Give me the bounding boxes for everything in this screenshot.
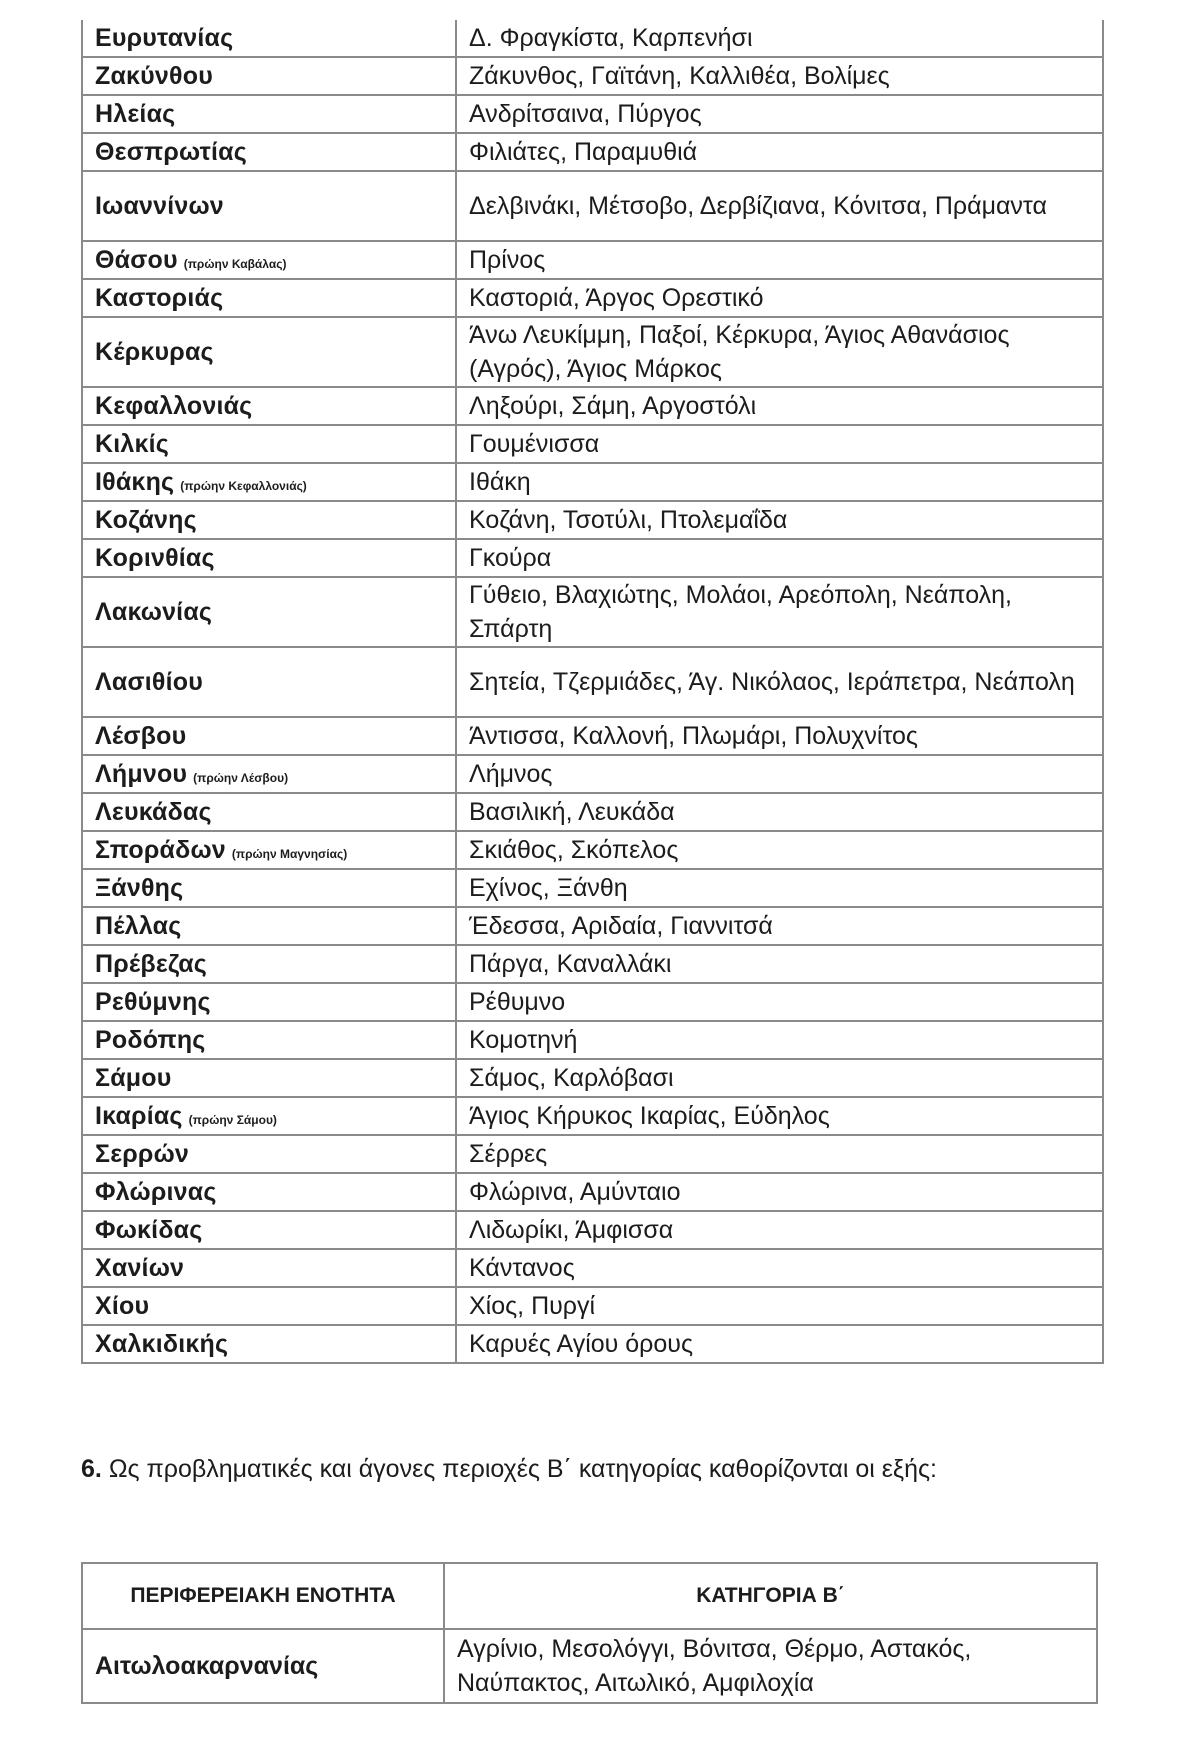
region-cell bbox=[82, 717, 456, 755]
category-a-table-body bbox=[82, 20, 1103, 1363]
region-cell bbox=[82, 20, 456, 57]
region-name: Ροδόπης bbox=[95, 1025, 206, 1054]
region-name: Καστοριάς bbox=[95, 283, 224, 312]
category-b-table bbox=[81, 1562, 1098, 1704]
section-number: 6. bbox=[81, 1455, 102, 1483]
region-name: Κιλκίς bbox=[95, 429, 169, 458]
areas-cell: Ανδρίτσαινα, Πύργος bbox=[456, 95, 1103, 133]
areas-cell: Σκιάθος, Σκόπελος bbox=[456, 831, 1103, 869]
region-cell bbox=[82, 1325, 456, 1363]
table-row bbox=[82, 1249, 1103, 1287]
region-name: Ευρυτανίας bbox=[95, 23, 234, 52]
region-cell bbox=[82, 171, 456, 241]
table-row bbox=[82, 983, 1103, 1021]
areas-cell: Βασιλική, Λευκάδα bbox=[456, 793, 1103, 831]
region-name: Πρέβεζας bbox=[95, 949, 208, 978]
region-name: Ιωαννίνων bbox=[95, 192, 224, 220]
areas-cell: Σάμος, Καρλόβασι bbox=[456, 1059, 1103, 1097]
region-cell bbox=[82, 869, 456, 907]
region-name: Ρεθύμνης bbox=[95, 987, 211, 1016]
region-note: (πρώην Μαγνησίας) bbox=[231, 846, 348, 861]
areas-cell: Πρίνος bbox=[456, 241, 1103, 279]
region-note: (πρώην Λέσβου) bbox=[193, 770, 289, 785]
areas-cell: Ρέθυμνο bbox=[456, 983, 1103, 1021]
region-note: (πρώην Σάμου) bbox=[188, 1112, 277, 1127]
header-category: ΚΑΤΗΓΟΡΙΑ Β΄ bbox=[444, 1563, 1097, 1629]
region-cell bbox=[82, 831, 456, 869]
table-row bbox=[82, 907, 1103, 945]
table-row bbox=[82, 869, 1103, 907]
table-row bbox=[82, 20, 1103, 57]
region-name: Χανίων bbox=[95, 1253, 185, 1282]
table-header-row bbox=[82, 1563, 1097, 1629]
table-row bbox=[82, 1097, 1103, 1135]
table-row bbox=[82, 463, 1103, 501]
region-cell bbox=[82, 755, 456, 793]
region-name: Κέρκυρας bbox=[95, 338, 214, 366]
section-6-paragraph bbox=[81, 1455, 937, 1484]
table-row bbox=[82, 755, 1103, 793]
table-row bbox=[82, 647, 1103, 717]
region-name: Φωκίδας bbox=[95, 1215, 203, 1244]
region-name: Φλώρινας bbox=[95, 1177, 217, 1206]
region-cell bbox=[82, 1021, 456, 1059]
region-cell bbox=[82, 539, 456, 577]
region-name: Λασιθίου bbox=[95, 668, 203, 696]
table-row bbox=[82, 831, 1103, 869]
region-cell bbox=[82, 793, 456, 831]
region-cell bbox=[82, 1097, 456, 1135]
region-name: Λήμνου bbox=[95, 759, 188, 788]
section-text: Ως προβληματικές και άγονες περιοχές Β΄ κατηγορίας καθορίζονται οι εξής: bbox=[108, 1455, 937, 1483]
areas-cell: Καστοριά, Άργος Ορεστικό bbox=[456, 279, 1103, 317]
region-note: (πρώην Κεφαλλονιάς) bbox=[180, 478, 307, 493]
table-row bbox=[82, 241, 1103, 279]
areas-cell: Ζάκυνθος, Γαϊτάνη, Καλλιθέα, Βολίμες bbox=[456, 57, 1103, 95]
region-cell bbox=[82, 1287, 456, 1325]
region-cell bbox=[82, 577, 456, 647]
region-cell bbox=[82, 1135, 456, 1173]
areas-cell: Άνω Λευκίμμη, Παξοί, Κέρκυρα, Άγιος Αθανάσιος (Αγρός), Άγιος Μάρκος bbox=[456, 317, 1103, 387]
region-name: Θάσου bbox=[95, 245, 178, 274]
region-name: Λέσβου bbox=[95, 721, 187, 750]
table-row bbox=[82, 1325, 1103, 1363]
region-cell bbox=[82, 317, 456, 387]
table-row bbox=[82, 539, 1103, 577]
areas-cell: Κοζάνη, Τσοτύλι, Πτολεμαΐδα bbox=[456, 501, 1103, 539]
category-a-table bbox=[81, 20, 1104, 1364]
table-row bbox=[82, 1629, 1097, 1703]
areas-cell: Λήμνος bbox=[456, 755, 1103, 793]
table-row bbox=[82, 945, 1103, 983]
areas-cell: Φιλιάτες, Παραμυθιά bbox=[456, 133, 1103, 171]
region-cell bbox=[82, 241, 456, 279]
areas-cell: Ληξούρι, Σάμη, Αργοστόλι bbox=[456, 387, 1103, 425]
region-name: Λευκάδας bbox=[95, 797, 212, 826]
areas-cell: Κομοτηνή bbox=[456, 1021, 1103, 1059]
region-name: Ηλείας bbox=[95, 99, 176, 128]
table-row bbox=[82, 171, 1103, 241]
region-name: Ικαρίας bbox=[95, 1101, 183, 1130]
areas-cell: Εχίνος, Ξάνθη bbox=[456, 869, 1103, 907]
region-cell bbox=[82, 279, 456, 317]
areas-cell: Δελβινάκι, Μέτσοβο, Δερβίζιανα, Κόνιτσα, Πράμαντα bbox=[456, 171, 1103, 241]
areas-cell: Σητεία, Τζερμιάδες, Άγ. Νικόλαος, Ιεράπετρα, Νεάπολη bbox=[456, 647, 1103, 717]
region-cell: Αιτωλοακαρνανίας bbox=[82, 1629, 444, 1703]
areas-cell: Γύθειο, Βλαχιώτης, Μολάοι, Αρεόπολη, Νεάπολη, Σπάρτη bbox=[456, 577, 1103, 647]
table-row bbox=[82, 1173, 1103, 1211]
table-row bbox=[82, 279, 1103, 317]
table-row bbox=[82, 1021, 1103, 1059]
areas-cell: Λιδωρίκι, Άμφισσα bbox=[456, 1211, 1103, 1249]
region-cell bbox=[82, 983, 456, 1021]
region-cell bbox=[82, 57, 456, 95]
region-cell bbox=[82, 1249, 456, 1287]
table-row bbox=[82, 387, 1103, 425]
region-cell bbox=[82, 1211, 456, 1249]
region-name: Κεφαλλονιάς bbox=[95, 391, 253, 420]
areas-cell: Φλώρινα, Αμύνταιο bbox=[456, 1173, 1103, 1211]
areas-cell: Ιθάκη bbox=[456, 463, 1103, 501]
region-note: (πρώην Καβάλας) bbox=[183, 256, 287, 271]
areas-cell: Πάργα, Καναλλάκι bbox=[456, 945, 1103, 983]
region-cell bbox=[82, 1173, 456, 1211]
table-row bbox=[82, 1211, 1103, 1249]
region-cell bbox=[82, 647, 456, 717]
table-row bbox=[82, 95, 1103, 133]
table-row bbox=[82, 317, 1103, 387]
areas-cell: Αγρίνιο, Μεσολόγγι, Βόνιτσα, Θέρμο, Αστακός, Ναύπακτος, Αιτωλικό, Αμφιλοχία bbox=[444, 1629, 1097, 1703]
region-name: Σάμου bbox=[95, 1063, 172, 1092]
areas-cell: Άγιος Κήρυκος Ικαρίας, Εύδηλος bbox=[456, 1097, 1103, 1135]
areas-cell: Χίος, Πυργί bbox=[456, 1287, 1103, 1325]
region-name: Λακωνίας bbox=[95, 598, 213, 626]
table-row bbox=[82, 501, 1103, 539]
region-name: Ξάνθης bbox=[95, 873, 184, 902]
region-name: Σποράδων bbox=[95, 835, 226, 864]
areas-cell: Άντισσα, Καλλονή, Πλωμάρι, Πολυχνίτος bbox=[456, 717, 1103, 755]
table-row bbox=[82, 793, 1103, 831]
region-cell bbox=[82, 501, 456, 539]
region-name: Κορινθίας bbox=[95, 543, 215, 572]
areas-cell: Καρυές Αγίου όρους bbox=[456, 1325, 1103, 1363]
table-row bbox=[82, 57, 1103, 95]
region-cell bbox=[82, 945, 456, 983]
region-name: Κοζάνης bbox=[95, 505, 197, 534]
table-row bbox=[82, 577, 1103, 647]
areas-cell: Γουμένισσα bbox=[456, 425, 1103, 463]
table-row bbox=[82, 717, 1103, 755]
region-cell bbox=[82, 1059, 456, 1097]
region-cell bbox=[82, 387, 456, 425]
areas-cell: Γκούρα bbox=[456, 539, 1103, 577]
region-name: Πέλλας bbox=[95, 911, 182, 940]
region-name: Χίου bbox=[95, 1291, 150, 1320]
table-row bbox=[82, 1059, 1103, 1097]
table-row bbox=[82, 1135, 1103, 1173]
header-region: ΠΕΡΙΦΕΡΕΙΑΚΗ ΕΝΟΤΗΤΑ bbox=[82, 1563, 444, 1629]
region-name: Χαλκιδικής bbox=[95, 1329, 229, 1358]
category-b-table-body bbox=[82, 1629, 1097, 1703]
areas-cell: Δ. Φραγκίστα, Καρπενήσι bbox=[456, 20, 1103, 57]
region-cell bbox=[82, 95, 456, 133]
region-name: Θεσπρωτίας bbox=[95, 137, 247, 166]
region-name: Ιθάκης bbox=[95, 467, 175, 496]
region-name: Σερρών bbox=[95, 1139, 190, 1168]
table-row bbox=[82, 1287, 1103, 1325]
region-name: Ζακύνθου bbox=[95, 61, 213, 90]
region-cell bbox=[82, 463, 456, 501]
areas-cell: Σέρρες bbox=[456, 1135, 1103, 1173]
region-cell bbox=[82, 425, 456, 463]
areas-cell: Κάντανος bbox=[456, 1249, 1103, 1287]
table-row bbox=[82, 425, 1103, 463]
areas-cell: Έδεσσα, Αριδαία, Γιαννιτσά bbox=[456, 907, 1103, 945]
table-row bbox=[82, 133, 1103, 171]
region-cell bbox=[82, 907, 456, 945]
region-cell bbox=[82, 133, 456, 171]
